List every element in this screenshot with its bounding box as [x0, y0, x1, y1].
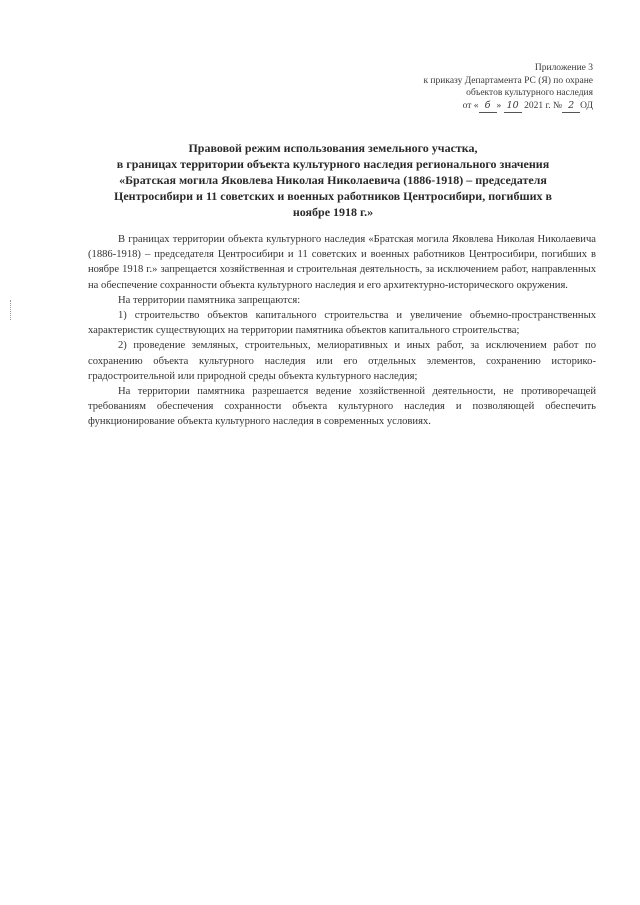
document-body: [88, 232, 596, 430]
annex-date-sep: »: [496, 100, 502, 111]
paragraph-prohibitions-intro: На территории памятника запрещаются:: [118, 294, 301, 306]
annex-month: 10: [504, 100, 522, 114]
title-line-4: Центросибири и 11 советских и военных работников Центросибири, погибших в: [114, 189, 552, 203]
annex-year: 2021 г. №: [524, 100, 563, 111]
annex-day: б: [479, 100, 497, 114]
paragraph-permitted: На территории памятника разрешается ведение хозяйственной деятельности, не противоречащей требованиям обеспечения сохранности объекта культурного наследия и позволяющей обеспечить функционирование объекта культурного наследия в современных условиях.: [88, 386, 596, 428]
annex-order-ref: к приказу Департамента РС (Я) по охране: [423, 75, 593, 86]
annex-date-line: [353, 100, 593, 114]
annex-number-suffix: ОД: [580, 100, 593, 111]
annex-department: объектов культурного наследия: [466, 88, 593, 98]
annex-title: Приложение 3: [534, 63, 593, 73]
document-title: [88, 140, 578, 220]
paragraph-prohibition-2: 2) проведение земляных, строительных, мелиоративных и иных работ, за исключением работ по сохранению объекта культурного наследия или его отдельных элементов, сохранению историко-градостроительной или природной среды объекта культурного наследия;: [88, 340, 596, 382]
annex-number: 2: [562, 100, 580, 114]
annex-date-prefix: от «: [462, 100, 479, 111]
margin-mark: [10, 300, 12, 320]
paragraph-prohibition-1: 1) строительство объектов капитального строительства и увеличение объемно-пространственных характеристик существующих на территории памятника объектов капитального строительства;: [88, 310, 596, 337]
title-line-3: «Братская могила Яковлева Николая Николаевича (1886-1918) – председателя: [119, 173, 547, 187]
title-line-5: ноябре 1918 г.»: [292, 205, 374, 219]
title-line-1: Правовой режим использования земельного участка,: [188, 141, 478, 155]
title-line-2: в границах территории объекта культурного наследия регионального значения: [116, 157, 550, 171]
annex-header: [353, 62, 593, 113]
paragraph-boundaries: В границах территории объекта культурного наследия «Братская могила Яковлева Николая Николаевича (1886-1918) – председателя Центросибири и 11 советских и военных работников Центросибири, погибших в ноябре 1918 г.» запрещается хозяйственная и строительная деятельность, за исключением работ, направленных на обеспечение сохранности объекта культурного наследия и его архитектурно-исторического окружения.: [88, 234, 596, 291]
